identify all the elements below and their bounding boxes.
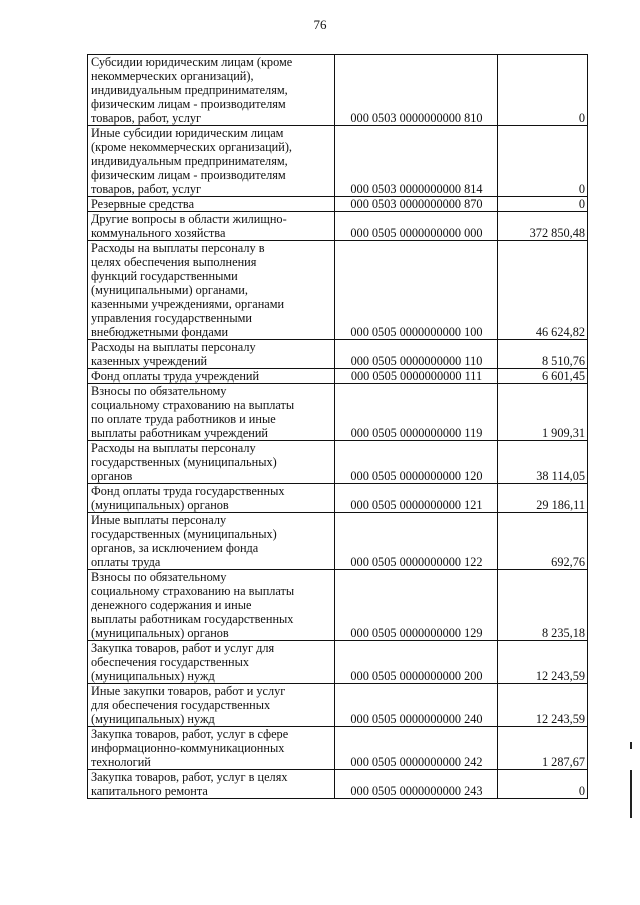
expense-name-line: оплаты труда xyxy=(91,555,161,569)
table-row xyxy=(88,484,588,513)
budget-code-cell: 000 0505 0000000000 119 xyxy=(335,384,498,441)
expense-name-line: Закупка товаров, работ и услуг для xyxy=(91,641,275,655)
expense-name-cell xyxy=(88,197,335,212)
budget-table xyxy=(87,54,588,799)
amount-cell: 0 xyxy=(498,770,588,799)
amount-cell: 8 235,18 xyxy=(498,570,588,641)
expense-name-line: Закупка товаров, работ, услуг в целях xyxy=(91,770,288,784)
amount-cell: 372 850,48 xyxy=(498,212,588,241)
expense-name-cell xyxy=(88,684,335,727)
amount-cell: 0 xyxy=(498,55,588,126)
table-row xyxy=(88,570,588,641)
table-row xyxy=(88,241,588,340)
expense-name-line: Фонд оплаты труда учреждений xyxy=(91,369,260,383)
expense-name-line: (муниципальными) органами, xyxy=(91,283,248,297)
expense-name-line: внебюджетными фондами xyxy=(91,325,229,339)
table-row xyxy=(88,770,588,799)
amount-cell: 8 510,76 xyxy=(498,340,588,369)
budget-code-cell: 000 0505 0000000000 100 xyxy=(335,241,498,340)
expense-name-line: (муниципальных) органов xyxy=(91,626,229,640)
expense-name-line: функций государственными xyxy=(91,269,238,283)
expense-name-cell xyxy=(88,55,335,126)
expense-name-line: денежного содержания и иные xyxy=(91,598,252,612)
expense-name-line: Взносы по обязательному xyxy=(91,570,227,584)
expense-name-line: товаров, работ, услуг xyxy=(91,182,202,196)
table-row xyxy=(88,55,588,126)
expense-name-line: Иные выплаты персоналу xyxy=(91,513,227,527)
amount-cell: 6 601,45 xyxy=(498,369,588,384)
table-row xyxy=(88,340,588,369)
expense-name-cell xyxy=(88,384,335,441)
expense-name-cell xyxy=(88,484,335,513)
expense-name-line: индивидуальным предпринимателям, xyxy=(91,83,288,97)
expense-name-cell xyxy=(88,441,335,484)
budget-code-cell: 000 0503 0000000000 810 xyxy=(335,55,498,126)
expense-name-line: Иные закупки товаров, работ и услуг xyxy=(91,684,286,698)
expense-name-line: казенными учреждениями, органами xyxy=(91,297,285,311)
expense-name-line: Расходы на выплаты персоналу в xyxy=(91,241,265,255)
table-row xyxy=(88,212,588,241)
amount-cell: 46 624,82 xyxy=(498,241,588,340)
expense-name-line: управления государственными xyxy=(91,311,252,325)
expense-name-line: коммунального хозяйства xyxy=(91,226,226,240)
expense-name-line: (кроме некоммерческих организаций), xyxy=(91,140,292,154)
expense-name-line: социальному страхованию на выплаты xyxy=(91,584,295,598)
expense-name-line: Взносы по обязательному xyxy=(91,384,227,398)
amount-cell: 38 114,05 xyxy=(498,441,588,484)
expense-name-line: физическим лицам - производителям xyxy=(91,168,286,182)
amount-cell: 692,76 xyxy=(498,513,588,570)
budget-code-cell: 000 0505 0000000000 200 xyxy=(335,641,498,684)
budget-code-cell: 000 0505 0000000000 129 xyxy=(335,570,498,641)
expense-name-line: (муниципальных) органов xyxy=(91,498,229,512)
budget-code-cell: 000 0503 0000000000 870 xyxy=(335,197,498,212)
amount-cell: 0 xyxy=(498,197,588,212)
table-row xyxy=(88,384,588,441)
expense-name-cell xyxy=(88,570,335,641)
expense-name-cell xyxy=(88,369,335,384)
expense-name-line: Субсидии юридическим лицам (кроме xyxy=(91,55,293,69)
budget-code-cell: 000 0505 0000000000 110 xyxy=(335,340,498,369)
expense-name-line: технологий xyxy=(91,755,151,769)
budget-code-cell: 000 0505 0000000000 243 xyxy=(335,770,498,799)
expense-name-cell xyxy=(88,126,335,197)
amount-cell: 12 243,59 xyxy=(498,684,588,727)
expense-name-line: информационно-коммуникационных xyxy=(91,741,285,755)
expense-name-line: по оплате труда работников и иные xyxy=(91,412,276,426)
expense-name-line: капитального ремонта xyxy=(91,784,208,798)
expense-name-line: Расходы на выплаты персоналу xyxy=(91,340,256,354)
amount-cell: 0 xyxy=(498,126,588,197)
table-row xyxy=(88,513,588,570)
table-row xyxy=(88,197,588,212)
expense-name-line: государственных (муниципальных) xyxy=(91,527,277,541)
expense-name-cell xyxy=(88,641,335,684)
budget-table-body xyxy=(88,55,588,799)
expense-name-line: органов xyxy=(91,469,133,483)
scan-margin-mark xyxy=(630,770,632,818)
expense-name-cell xyxy=(88,212,335,241)
expense-name-line: для обеспечения государственных xyxy=(91,698,271,712)
expense-name-line: (муниципальных) нужд xyxy=(91,669,215,683)
expense-name-line: Закупка товаров, работ, услуг в сфере xyxy=(91,727,289,741)
expense-name-line: социальному страхованию на выплаты xyxy=(91,398,295,412)
budget-code-cell: 000 0505 0000000000 120 xyxy=(335,441,498,484)
table-row xyxy=(88,727,588,770)
expense-name-cell xyxy=(88,770,335,799)
table-row xyxy=(88,369,588,384)
expense-name-line: индивидуальным предпринимателям, xyxy=(91,154,288,168)
expense-name-cell xyxy=(88,727,335,770)
amount-cell: 29 186,11 xyxy=(498,484,588,513)
amount-cell: 1 287,67 xyxy=(498,727,588,770)
expense-name-line: Резервные средства xyxy=(91,197,195,211)
expense-name-line: Иные субсидии юридическим лицам xyxy=(91,126,284,140)
expense-name-line: Расходы на выплаты персоналу xyxy=(91,441,256,455)
budget-code-cell: 000 0503 0000000000 814 xyxy=(335,126,498,197)
expense-name-line: выплаты работникам государственных xyxy=(91,612,294,626)
expense-name-line: Фонд оплаты труда государственных xyxy=(91,484,285,498)
table-row xyxy=(88,441,588,484)
page-number: 76 xyxy=(313,17,327,32)
expense-name-line: государственных (муниципальных) xyxy=(91,455,277,469)
expense-name-line: органов, за исключением фонда xyxy=(91,541,259,555)
expense-name-line: физическим лицам - производителям xyxy=(91,97,286,111)
budget-code-cell: 000 0505 0000000000 242 xyxy=(335,727,498,770)
table-row xyxy=(88,641,588,684)
amount-cell: 12 243,59 xyxy=(498,641,588,684)
table-row xyxy=(88,126,588,197)
expense-name-cell xyxy=(88,241,335,340)
expense-name-line: некоммерческих организаций), xyxy=(91,69,254,83)
expense-name-line: Другие вопросы в области жилищно- xyxy=(91,212,287,226)
expense-name-cell xyxy=(88,513,335,570)
table-row xyxy=(88,684,588,727)
expense-name-line: (муниципальных) нужд xyxy=(91,712,215,726)
scan-margin-mark xyxy=(630,742,632,749)
expense-name-line: целях обеспечения выполнения xyxy=(91,255,257,269)
expense-name-cell xyxy=(88,340,335,369)
expense-name-line: выплаты работникам учреждений xyxy=(91,426,269,440)
expense-name-line: казенных учреждений xyxy=(91,354,208,368)
expense-name-line: товаров, работ, услуг xyxy=(91,111,202,125)
budget-code-cell: 000 0505 0000000000 240 xyxy=(335,684,498,727)
budget-code-cell: 000 0505 0000000000 122 xyxy=(335,513,498,570)
budget-code-cell: 000 0505 0000000000 000 xyxy=(335,212,498,241)
budget-code-cell: 000 0505 0000000000 111 xyxy=(335,369,498,384)
budget-code-cell: 000 0505 0000000000 121 xyxy=(335,484,498,513)
expense-name-line: обеспечения государственных xyxy=(91,655,250,669)
amount-cell: 1 909,31 xyxy=(498,384,588,441)
